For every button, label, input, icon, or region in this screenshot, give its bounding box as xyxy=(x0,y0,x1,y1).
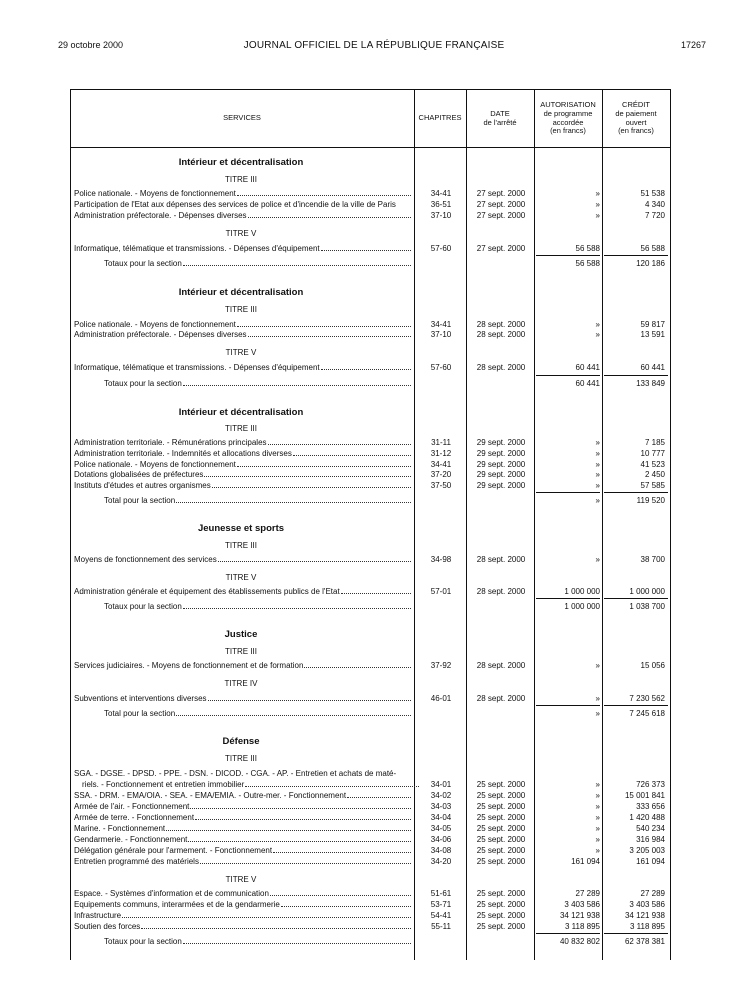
credit-value: 7 245 618 xyxy=(629,709,665,718)
autorisation-value: » xyxy=(595,709,600,718)
service-text: Dotations globalisées de préfectures xyxy=(74,470,204,479)
dot-leader xyxy=(341,586,411,594)
autorisation-value: 3 403 586 xyxy=(564,900,600,909)
section-heading: Défense xyxy=(222,736,260,747)
service-label xyxy=(74,329,412,340)
service-text: Instituts d'études et autres organismes xyxy=(74,481,211,490)
arrete-date: 29 sept. 2000 xyxy=(476,438,526,447)
dot-leader xyxy=(208,693,411,701)
total-label xyxy=(104,495,412,506)
col-header-autorisation: AUTORISATION de programme accordée (en francs) xyxy=(540,100,596,136)
dot-leader xyxy=(347,790,411,798)
credit-value: 161 094 xyxy=(636,857,665,866)
arrete-date: 25 sept. 2000 xyxy=(476,835,526,844)
dot-leader xyxy=(188,834,411,842)
service-text: Soutien des forces xyxy=(74,922,141,931)
credit-value: 133 849 xyxy=(636,379,665,388)
autorisation-value: » xyxy=(595,835,600,844)
col-header-credit: CRÉDIT de paiement ouvert (en francs) xyxy=(615,100,657,136)
chapter-code: 55-11 xyxy=(431,922,451,931)
service-label xyxy=(74,243,412,254)
service-label xyxy=(74,586,412,597)
autorisation-value: » xyxy=(595,661,600,670)
chapter-code: 51-61 xyxy=(430,889,452,898)
credit-value: 1 038 700 xyxy=(629,602,665,611)
credit-value: 59 817 xyxy=(640,320,665,329)
autorisation-value: » xyxy=(595,813,600,822)
credit-value: 62 378 381 xyxy=(624,937,665,946)
total-rule xyxy=(536,933,600,934)
arrete-date: 25 sept. 2000 xyxy=(476,846,526,855)
dot-leader xyxy=(237,319,411,327)
credit-value: 57 585 xyxy=(640,481,665,490)
header-date: 29 octobre 2000 xyxy=(58,40,124,50)
arrete-date: 28 sept. 2000 xyxy=(476,330,526,339)
credit-value: 7 230 562 xyxy=(629,694,665,703)
credit-value: 15 056 xyxy=(640,661,665,670)
service-label xyxy=(74,469,412,480)
total-rule xyxy=(536,492,600,493)
chapter-code: 53-71 xyxy=(430,900,452,909)
dot-leader xyxy=(166,823,411,831)
service-label xyxy=(74,768,412,779)
dot-leader xyxy=(248,329,411,337)
chapter-code: 34-98 xyxy=(430,555,452,564)
chapter-code: 34-06 xyxy=(430,835,452,844)
service-text: Participation de l'Etat aux dépenses des services de police et d'incendie de la ville de Paris xyxy=(74,200,396,209)
credit-value: 726 373 xyxy=(636,780,665,789)
autorisation-value: » xyxy=(595,189,600,198)
dot-leader xyxy=(237,459,411,467)
chapter-code: 46-01 xyxy=(430,694,452,703)
dot-leader xyxy=(176,495,411,503)
appropriations-table xyxy=(70,89,671,960)
dot-leader xyxy=(304,660,411,668)
autorisation-value: » xyxy=(595,438,600,447)
titre-heading: TITRE III xyxy=(225,305,257,314)
service-text: Administration préfectorale. - Dépenses diverses xyxy=(74,330,247,339)
service-label xyxy=(74,188,412,199)
autorisation-value: 60 441 xyxy=(575,379,600,388)
arrete-date: 29 sept. 2000 xyxy=(476,460,526,469)
service-text: SSA. - DRM. - EMA/OIA. - SEA. - EMA/EMIA. - Outre-mer. - Fonctionnement xyxy=(74,791,347,800)
dot-leader xyxy=(248,210,411,218)
arrete-date: 25 sept. 2000 xyxy=(476,791,526,800)
service-text: Subventions et interventions diverses xyxy=(74,694,207,703)
dot-leader xyxy=(270,888,411,896)
titre-heading: TITRE III xyxy=(225,175,257,184)
arrete-date: 29 sept. 2000 xyxy=(476,449,526,458)
dot-leader xyxy=(268,437,411,445)
total-rule xyxy=(536,598,600,599)
autorisation-value: » xyxy=(595,846,600,855)
credit-value: 120 186 xyxy=(636,259,665,268)
arrete-date: 25 sept. 2000 xyxy=(476,802,526,811)
total-rule xyxy=(604,598,668,599)
autorisation-value: » xyxy=(595,320,600,329)
credit-value: 15 001 841 xyxy=(624,791,665,800)
credit-value: 3 205 003 xyxy=(629,846,665,855)
autorisation-value: 56 588 xyxy=(575,244,600,253)
service-label xyxy=(74,856,412,867)
journal-title: JOURNAL OFFICIEL DE LA RÉPUBLIQUE FRANÇAISE xyxy=(243,40,505,51)
dot-leader xyxy=(200,856,411,864)
autorisation-value: » xyxy=(595,555,600,564)
section-heading: Intérieur et décentralisation xyxy=(178,157,304,168)
credit-value: 60 441 xyxy=(640,363,665,372)
total-label xyxy=(104,936,412,947)
arrete-date: 27 sept. 2000 xyxy=(476,244,526,253)
service-label xyxy=(74,888,412,899)
autorisation-value: 60 441 xyxy=(575,363,600,372)
service-text: SGA. - DGSE. - DPSD. - PPE. - DSN. - DICOD. - CGA. - AP. - Entretien et achats de maté- xyxy=(74,769,397,778)
dot-leader xyxy=(204,469,411,477)
autorisation-value: » xyxy=(595,470,600,479)
service-text: Moyens de fonctionnement des services xyxy=(74,555,217,564)
credit-value: 51 538 xyxy=(640,189,665,198)
service-text: Administration territoriale. - Rémunérations principales xyxy=(74,438,267,447)
credit-value: 333 656 xyxy=(636,802,665,811)
dot-leader xyxy=(183,936,411,944)
service-label xyxy=(74,790,412,801)
credit-value: 56 588 xyxy=(640,244,665,253)
service-text: Informatique, télématique et transmissions. - Dépenses d'équipement xyxy=(74,244,320,253)
arrete-date: 29 sept. 2000 xyxy=(476,481,526,490)
service-label xyxy=(74,480,412,491)
service-label xyxy=(74,448,412,459)
credit-value: 13 591 xyxy=(640,330,665,339)
chapter-code: 34-41 xyxy=(430,189,452,198)
service-label xyxy=(74,899,412,910)
chapter-code: 34-03 xyxy=(430,802,452,811)
chapter-code: 34-20 xyxy=(430,857,452,866)
autorisation-value: » xyxy=(595,460,600,469)
autorisation-value: » xyxy=(595,791,600,800)
chapter-code: 37-50 xyxy=(430,481,452,490)
service-label xyxy=(74,823,412,834)
dot-leader xyxy=(183,378,411,386)
total-rule xyxy=(604,933,668,934)
service-text: Gendarmerie. - Fonctionnement xyxy=(74,835,188,844)
autorisation-value: » xyxy=(595,200,600,209)
service-text: riels. - Fonctionnement et entretien immobilier xyxy=(82,780,245,789)
service-text: Administration territoriale. - Indemnités et allocations diverses xyxy=(74,449,292,458)
arrete-date: 25 sept. 2000 xyxy=(476,824,526,833)
service-label xyxy=(74,834,412,845)
arrete-date: 28 sept. 2000 xyxy=(476,363,526,372)
chapter-code: 34-41 xyxy=(430,320,452,329)
total-text: Totaux pour la section xyxy=(104,259,182,268)
service-text: Délégation générale pour l'armement. - Fonctionnement xyxy=(74,846,273,855)
service-label xyxy=(74,199,412,210)
arrete-date: 28 sept. 2000 xyxy=(476,320,526,329)
titre-heading: TITRE III xyxy=(225,424,257,433)
credit-value: 38 700 xyxy=(640,555,665,564)
chapter-code: 57-01 xyxy=(430,587,452,596)
chapter-code: 34-04 xyxy=(430,813,452,822)
total-label xyxy=(104,601,412,612)
arrete-date: 29 sept. 2000 xyxy=(476,470,526,479)
arrete-date: 25 sept. 2000 xyxy=(476,922,526,931)
total-rule xyxy=(604,705,668,706)
col-header-services: SERVICES xyxy=(223,113,261,123)
arrete-date: 27 sept. 2000 xyxy=(476,211,526,220)
total-text: Total pour la section xyxy=(104,709,176,718)
autorisation-value: 56 588 xyxy=(575,259,600,268)
page-number: 17267 xyxy=(680,40,706,50)
arrete-date: 25 sept. 2000 xyxy=(476,911,526,920)
service-text: Marine. - Fonctionnement xyxy=(74,824,166,833)
credit-value: 540 234 xyxy=(636,824,665,833)
chapter-code: 31-11 xyxy=(431,438,451,447)
total-rule xyxy=(536,255,600,256)
credit-value: 2 450 xyxy=(644,470,665,479)
titre-heading: TITRE III xyxy=(225,541,257,550)
credit-value: 3 403 586 xyxy=(629,900,665,909)
credit-value: 27 289 xyxy=(640,889,665,898)
arrete-date: 25 sept. 2000 xyxy=(476,780,526,789)
service-text: Armée de terre. - Fonctionnement xyxy=(74,813,195,822)
service-text: Informatique, télématique et transmissions. - Dépenses d'équipement xyxy=(74,363,320,372)
credit-value: 34 121 938 xyxy=(624,911,665,920)
chapter-code: 57-60 xyxy=(430,244,452,253)
arrete-date: 28 sept. 2000 xyxy=(476,661,526,670)
total-rule xyxy=(604,375,668,376)
titre-heading: TITRE IV xyxy=(224,679,258,688)
dot-leader xyxy=(190,801,411,809)
autorisation-value: » xyxy=(595,449,600,458)
service-label xyxy=(82,779,420,790)
service-label xyxy=(74,660,412,671)
autorisation-value: » xyxy=(595,780,600,789)
dot-leader xyxy=(321,243,411,251)
service-label xyxy=(74,845,412,856)
credit-value: 41 523 xyxy=(640,460,665,469)
autorisation-value: » xyxy=(595,481,600,490)
autorisation-value: 34 121 938 xyxy=(559,911,600,920)
dot-leader xyxy=(122,910,411,918)
chapter-code: 57-60 xyxy=(430,363,452,372)
section-heading: Jeunesse et sports xyxy=(197,523,285,534)
credit-value: 7 185 xyxy=(644,438,665,447)
total-rule xyxy=(536,705,600,706)
service-text: Police nationale. - Moyens de fonctionnement xyxy=(74,460,236,469)
titre-heading: TITRE III xyxy=(225,754,257,763)
service-label xyxy=(74,210,412,221)
autorisation-value: 40 832 802 xyxy=(559,937,600,946)
service-label xyxy=(74,554,412,565)
total-rule xyxy=(604,492,668,493)
dot-leader xyxy=(273,845,411,853)
credit-value: 10 777 xyxy=(640,449,665,458)
section-heading: Justice xyxy=(224,629,258,640)
service-label xyxy=(74,921,412,932)
credit-value: 1 420 488 xyxy=(629,813,665,822)
chapter-code: 34-08 xyxy=(430,846,452,855)
autorisation-value: » xyxy=(595,694,600,703)
header-rule xyxy=(70,147,670,148)
service-label xyxy=(74,362,412,373)
autorisation-value: » xyxy=(595,330,600,339)
autorisation-value: 3 118 895 xyxy=(565,922,600,931)
total-rule xyxy=(604,255,668,256)
service-text: Police nationale. - Moyens de fonctionnement xyxy=(74,189,236,198)
col-header-date: DATE de l'arrêté xyxy=(483,108,517,127)
arrete-date: 28 sept. 2000 xyxy=(476,555,526,564)
dot-leader xyxy=(183,601,411,609)
service-text: Infrastructure xyxy=(74,911,122,920)
dot-leader xyxy=(281,899,411,907)
total-text: Totaux pour la section xyxy=(104,379,182,388)
arrete-date: 28 sept. 2000 xyxy=(476,694,526,703)
service-text: Administration préfectorale. - Dépenses diverses xyxy=(74,211,247,220)
col-header-chapitres: CHAPITRES xyxy=(418,113,462,123)
credit-value: 119 520 xyxy=(636,496,665,505)
autorisation-value: 27 289 xyxy=(575,889,600,898)
autorisation-value: 161 094 xyxy=(571,857,600,866)
service-label xyxy=(74,801,412,812)
arrete-date: 25 sept. 2000 xyxy=(476,900,526,909)
arrete-date: 25 sept. 2000 xyxy=(476,889,526,898)
section-heading: Intérieur et décentralisation xyxy=(178,407,304,418)
arrete-date: 27 sept. 2000 xyxy=(476,200,526,209)
autorisation-value: 1 000 000 xyxy=(564,587,600,596)
service-text: Police nationale. - Moyens de fonctionnement xyxy=(74,320,236,329)
total-text: Total pour la section xyxy=(104,496,176,505)
service-text: Espace. - Systèmes d'information et de communication xyxy=(74,889,269,898)
titre-heading: TITRE V xyxy=(225,875,257,884)
chapter-code: 37-92 xyxy=(430,661,452,670)
autorisation-value: 1 000 000 xyxy=(564,602,600,611)
dot-leader xyxy=(293,448,411,456)
autorisation-value: » xyxy=(595,824,600,833)
arrete-date: 27 sept. 2000 xyxy=(476,189,526,198)
chapter-code: 34-41 xyxy=(430,460,452,469)
service-text: Services judiciaires. - Moyens de fonctionnement et de formation xyxy=(74,661,304,670)
section-heading: Intérieur et décentralisation xyxy=(178,287,304,298)
total-rule xyxy=(536,375,600,376)
service-label xyxy=(74,437,412,448)
service-text: Entretien programmé des matériels xyxy=(74,857,199,866)
chapter-code: 34-01 xyxy=(430,780,452,789)
total-label xyxy=(104,708,412,719)
service-label xyxy=(74,693,412,704)
service-label xyxy=(74,812,412,823)
credit-value: 1 000 000 xyxy=(629,587,665,596)
chapter-code: 34-02 xyxy=(430,791,452,800)
service-label xyxy=(74,910,412,921)
credit-value: 316 984 xyxy=(636,835,665,844)
chapter-code: 37-10 xyxy=(430,330,452,339)
total-label xyxy=(104,378,412,389)
service-text: Armée de l'air. - Fonctionnement xyxy=(74,802,190,811)
autorisation-value: » xyxy=(595,211,600,220)
dot-leader xyxy=(183,258,411,266)
chapter-code: 31-12 xyxy=(430,449,452,458)
chapter-code: 37-10 xyxy=(430,211,452,220)
total-text: Totaux pour la section xyxy=(104,602,182,611)
titre-heading: TITRE V xyxy=(225,229,257,238)
dot-leader xyxy=(176,708,411,716)
autorisation-value: » xyxy=(595,802,600,811)
service-text: Administration générale et équipement des établissements publics de l'Etat xyxy=(74,587,340,596)
chapter-code: 54-41 xyxy=(430,911,452,920)
autorisation-value: » xyxy=(595,496,600,505)
chapter-code: 37-20 xyxy=(430,470,452,479)
credit-value: 7 720 xyxy=(644,211,665,220)
dot-leader xyxy=(195,812,411,820)
chapter-code: 34-05 xyxy=(430,824,452,833)
dot-leader xyxy=(212,480,411,488)
arrete-date: 25 sept. 2000 xyxy=(476,857,526,866)
titre-heading: TITRE V xyxy=(225,348,257,357)
dot-leader xyxy=(237,188,411,196)
titre-heading: TITRE V xyxy=(225,573,257,582)
dot-leader xyxy=(245,779,419,787)
total-text: Totaux pour la section xyxy=(104,937,182,946)
total-label xyxy=(104,258,412,269)
credit-value: 4 340 xyxy=(644,200,665,209)
dot-leader xyxy=(321,362,411,370)
credit-value: 3 118 895 xyxy=(630,922,665,931)
arrete-date: 25 sept. 2000 xyxy=(476,813,526,822)
service-text: Equipements communs, interarmées et de la gendarmerie xyxy=(74,900,280,909)
chapter-code: 36-51 xyxy=(430,200,452,209)
arrete-date: 28 sept. 2000 xyxy=(476,587,526,596)
titre-heading: TITRE III xyxy=(225,647,257,656)
dot-leader xyxy=(141,921,411,929)
dot-leader xyxy=(218,554,411,562)
